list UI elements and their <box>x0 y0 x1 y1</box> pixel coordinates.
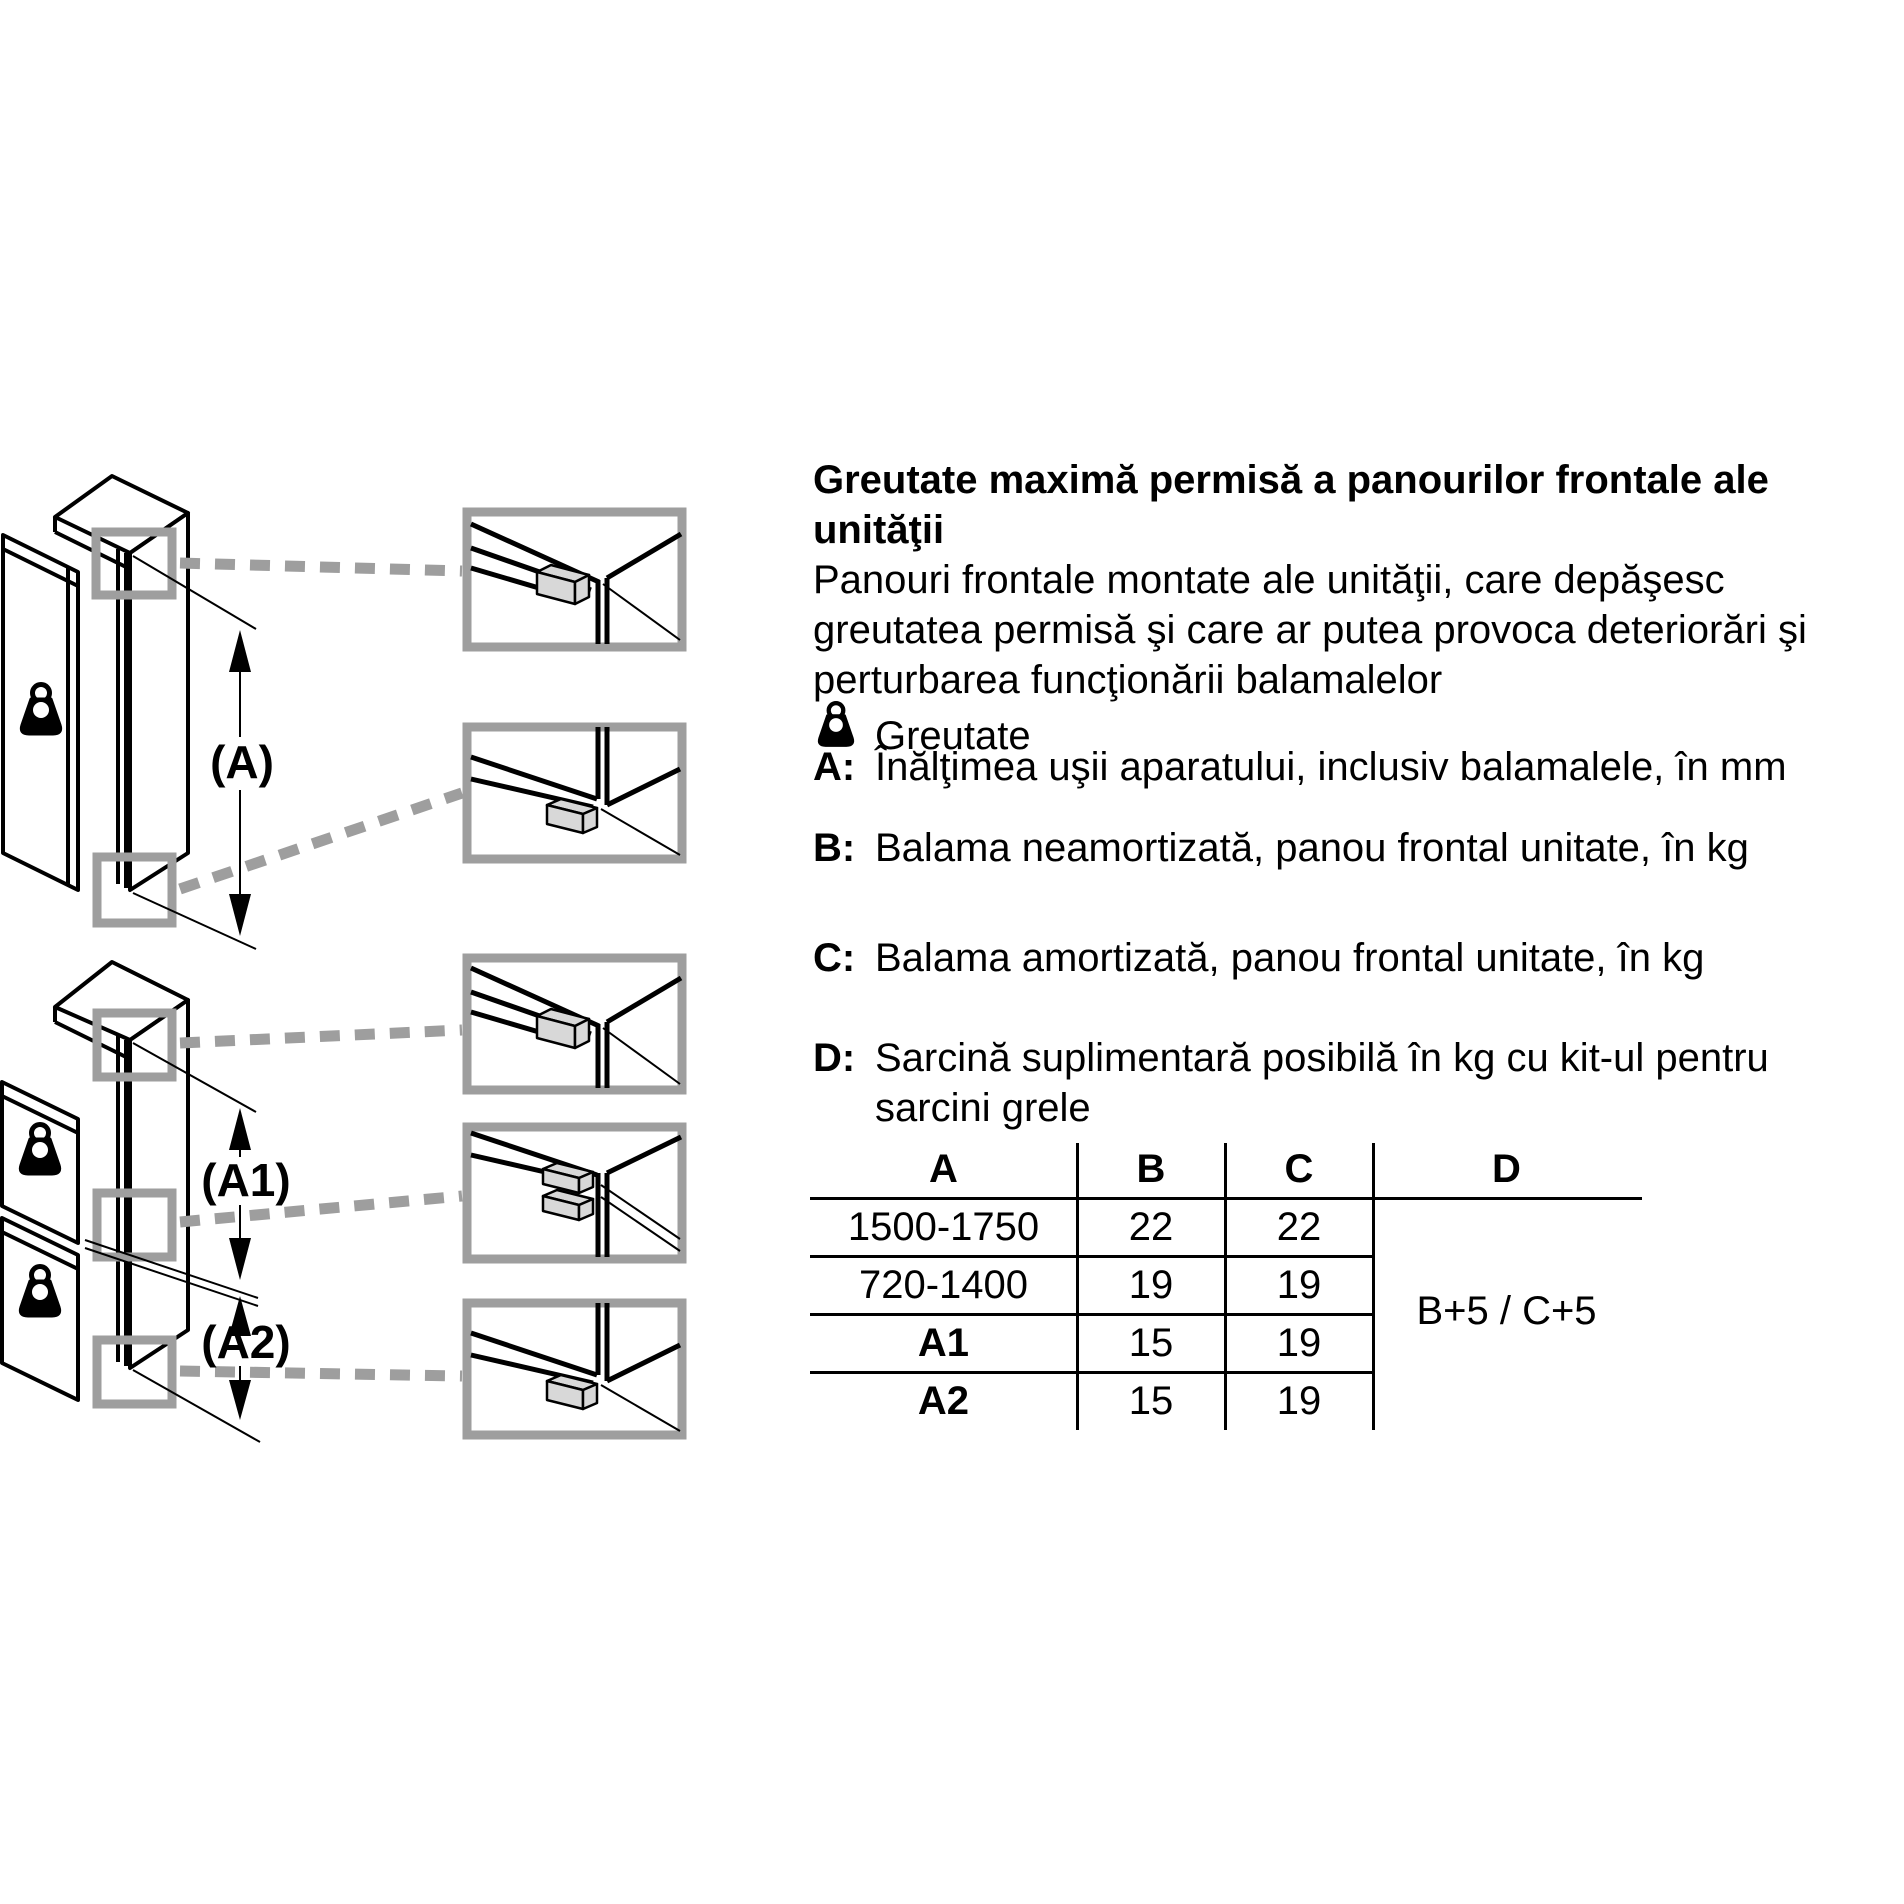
legend-item-b <box>813 823 1749 873</box>
title-line-1: Greutate maximă permisă a panourilor frontale ale <box>813 458 1769 502</box>
table-cell: A2 <box>917 1378 970 1423</box>
table-cell: 19 <box>1128 1262 1174 1307</box>
legend-key-d: D: <box>813 1036 856 1080</box>
installation-diagram <box>0 380 700 1460</box>
intro-line-3: perturbarea funcţionării balamalelor <box>813 658 1443 702</box>
two-door-figure <box>2 958 682 1442</box>
page-title <box>813 455 1769 555</box>
table-cell: 15 <box>1128 1378 1174 1423</box>
dimension-arrow-a1 <box>201 1108 290 1280</box>
table-cell: 720-1400 <box>858 1262 1029 1307</box>
legend-text-b: Balama neamortizată, panou frontal unitate, în kg <box>875 826 1749 870</box>
intro-line-1: Panouri frontale montate ale unităţii, care depăşesc <box>813 558 1725 602</box>
table-header-c: C <box>1284 1146 1314 1191</box>
legend-key-b: B: <box>813 826 856 870</box>
table-cell: 1500-1750 <box>847 1204 1040 1249</box>
dimension-arrow-a <box>210 630 274 936</box>
door-panel <box>3 535 78 890</box>
dashed-connector <box>180 793 462 889</box>
dimension-arrow-a2 <box>201 1296 290 1420</box>
table-header-b: B <box>1136 1146 1166 1191</box>
intro-line-2: greutatea permisă şi care ar putea provoca deteriorări şi <box>813 608 1807 652</box>
table-header-d: D <box>1492 1146 1521 1191</box>
legend-item-a <box>813 742 1787 792</box>
detail-box-top-hinge-2 <box>467 958 682 1090</box>
table-cell-d-merged: B+5 / C+5 <box>1416 1288 1597 1333</box>
detail-box-top-hinge <box>467 512 682 647</box>
table-header-a: A <box>929 1146 958 1191</box>
legend-text-a: Înălţimea uşii aparatului, inclusiv balamalele, în mm <box>875 745 1787 789</box>
table-cell: 15 <box>1128 1320 1174 1365</box>
title-line-2: unităţii <box>813 508 945 552</box>
dashed-connector <box>180 563 462 571</box>
weight-legend-label: Greutate <box>875 714 1031 758</box>
detail-box-middle-hinge <box>467 1127 682 1259</box>
legend-text-d: Sarcină suplimentară posibilă în kg cu kit-ul pentru <box>875 1036 1769 1080</box>
detail-box-bottom-hinge-2 <box>467 1303 682 1435</box>
table-cell: 22 <box>1276 1204 1322 1249</box>
table-cell: 19 <box>1276 1320 1322 1365</box>
dashed-connector <box>180 1371 462 1376</box>
legend-text-d-wrap: sarcini grele <box>875 1086 1091 1130</box>
legend-key-c: C: <box>813 936 856 980</box>
table-cell: 22 <box>1128 1204 1174 1249</box>
dim-label-a1: (A1) <box>201 1154 291 1206</box>
dim-label-a2: (A2) <box>201 1316 291 1368</box>
intro-paragraph <box>813 555 1807 705</box>
dim-label-a: (A) <box>210 736 274 788</box>
weight-spec-table <box>810 1140 1642 1432</box>
legend-item-d <box>813 1033 1769 1083</box>
dashed-connector <box>180 1030 462 1043</box>
legend-key-a: A: <box>813 745 856 789</box>
table-cell: A1 <box>917 1320 970 1365</box>
single-door-figure <box>3 476 682 949</box>
upper-door-panel <box>2 1082 78 1243</box>
table-cell: 19 <box>1276 1262 1322 1307</box>
lower-door-panel <box>2 1218 78 1400</box>
detail-box-bottom-hinge <box>467 727 682 859</box>
legend-item-c <box>813 933 1704 983</box>
table-cell: 19 <box>1276 1378 1322 1423</box>
legend-text-c: Balama amortizată, panou frontal unitate, în kg <box>875 936 1705 980</box>
